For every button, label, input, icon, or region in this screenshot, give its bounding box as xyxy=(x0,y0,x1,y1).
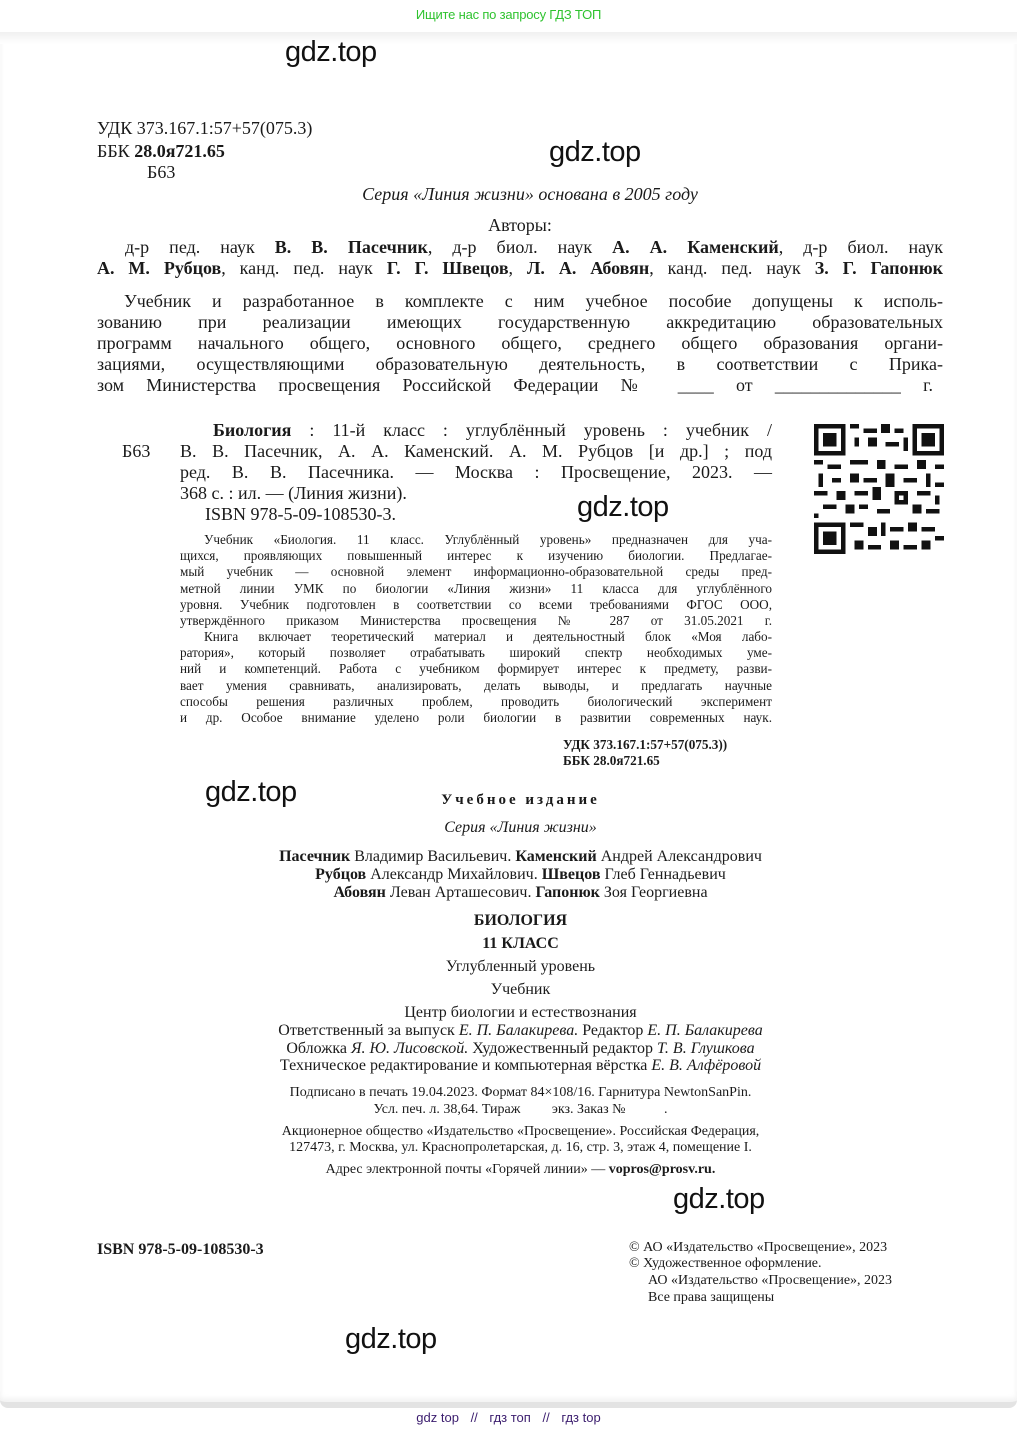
publisher-line-1: Акционерное общество «Издательство «Просвещение». Российская Федерация, xyxy=(281,1124,760,1139)
footer-links xyxy=(0,1410,1017,1425)
email-link[interactable]: vopros@prosv.ru. xyxy=(608,1162,716,1177)
credits-line-1: Ответственный за выпуск Е. П. Балакирева. Редактор Е. П. Балакирева xyxy=(278,1022,763,1039)
watermark: gdz.top xyxy=(345,1323,437,1355)
annotation-paragraph-1: Учебник «Биология. 11 класс. Углублённый уровень» предназначен для уча- щихся, проявляющих повышенный интерес к изучению биологии. Предлагае- мый учебник — основной элемент информационно-образовательной среды пред- метной линии УМК по биологии «Линия жизни» 11 класса для углублённого уровня. Учебник подготовлен в соответствии со всеми требованиями ФГОС ООО, утверждённого приказом Министерства просвещения № 287 от 31.05.2021 г. xyxy=(180,532,772,629)
copyright-2: © Художественное оформление. xyxy=(629,1256,822,1271)
catalog-code: Б63 xyxy=(122,441,151,461)
authors-full-3: Абовян Леван Арташесович. Гапонюк Зоя Георгиевна xyxy=(333,884,708,901)
footer-link-gdz-top-mixed[interactable]: гдз top xyxy=(561,1410,601,1425)
rights-reserved: Все права защищены xyxy=(648,1290,775,1305)
edition-series: Серия «Линия жизни» xyxy=(444,819,597,836)
credits-line-3: Техническое редактирование и компьютерная вёрстка Е. В. Алфёровой xyxy=(279,1057,762,1074)
isbn-bottom: ISBN 978-5-09-108530-3 xyxy=(97,1241,264,1258)
footer-separator: // xyxy=(542,1410,550,1425)
book-kind: Учебник xyxy=(490,981,551,998)
search-promo-link[interactable]: Ищите нас по запросу ГДЗ ТОП xyxy=(415,7,602,22)
top-banner xyxy=(0,0,1017,32)
annotation-udk: УДК 373.167.1:57+57(075.3)) xyxy=(563,737,728,752)
approval-paragraph: Учебник и разработанное в комплекте с ним учебное пособие допущены к исполь- зованию при реализации имеющих государственную аккредитацию образовательных программ начального общего, основного общего, среднего общего образования органи- зациями, осуществляющими образовательную деятельность, в соответствии с Прика- зом Министерства просвещения Российской Федерации № ____ от ______________ г. xyxy=(97,291,943,395)
authors-full-1: Пасечник Владимир Васильевич. Каменский Андрей Александрович xyxy=(279,848,762,865)
copyright-1: © АО «Издательство «Просвещение», 2023 xyxy=(629,1240,888,1255)
footer-separator: // xyxy=(470,1410,478,1425)
catalog-record: Биология : 11-й класс : углублённый уровень : учебник / В. В. Пасечник, А. А. Каменский. А. М. Рубцов [и др.] ; под ред. В. В. Пасечника. — Москва : Просвещение, 2023. — 368 с. : ил. — (Линия жизни). ISBN 978-5-09-108530-3. xyxy=(180,420,772,524)
annotation-paragraph-2: Книга включает теоретический материал и деятельностный блок «Моя лабо- ратория», который позволяет отрабатывать широкий спектр необходимых уме- ний и компетенций. Работа с учебником формирует интерес к предмету, разви- вает умения сравнивать, анализировать, делать выводы, и предлагать научные способы решения различных проблем, проводить биологический эксперимент и др. Особое внимание уделено роли биологии в развитии современных наук. xyxy=(180,629,772,726)
credits-line-2: Обложка Я. Ю. Лисовской. Художественный редактор Т. В. Глушкова xyxy=(286,1040,755,1057)
qr-code-icon[interactable] xyxy=(814,424,944,554)
hotline-email: Адрес электронной почты «Горячей линии» — vopros@prosv.ru. xyxy=(325,1162,716,1177)
authors-line-1: д-р пед. наук В. В. Пасечник, д-р биол. наук А. А. Каменский, д-р биол. наук xyxy=(125,237,943,257)
publishing-center: Центр биологии и естествознания xyxy=(404,1004,637,1021)
watermark: gdz.top xyxy=(285,36,377,68)
book-grade: 11 КЛАСС xyxy=(482,935,559,952)
book-subject: БИОЛОГИЯ xyxy=(473,912,568,929)
print-info-2: Усл. печ. л. 38,64. Тираж экз. Заказ № . xyxy=(373,1102,668,1117)
watermark: gdz.top xyxy=(673,1183,765,1215)
publisher-line-2: 127473, г. Москва, ул. Краснопролетарская, д. 16, стр. 3, этаж 4, помещение I. xyxy=(289,1140,752,1155)
copyright-3: АО «Издательство «Просвещение», 2023 xyxy=(648,1273,893,1288)
annotation-bbk: ББК 28.0я721.65 xyxy=(563,753,660,768)
watermark: gdz.top xyxy=(549,136,641,168)
bbk-code: ББК 28.0я721.65 xyxy=(97,141,225,161)
watermark: gdz.top xyxy=(205,776,297,808)
watermark: gdz.top xyxy=(577,491,669,523)
footer-link-gdz-top-ru[interactable]: гдз топ xyxy=(489,1410,531,1425)
authors-full-2: Рубцов Александр Михайлович. Швецов Глеб Геннадьевич xyxy=(315,866,726,883)
edition-type: Учебное издание xyxy=(441,792,600,808)
book-level: Углубленный уровень xyxy=(445,958,596,975)
series-note: Серия «Линия жизни» основана в 2005 году xyxy=(362,184,698,204)
authors-title: Авторы: xyxy=(488,215,552,235)
udk-code: УДК 373.167.1:57+57(075.3) xyxy=(97,118,313,138)
authors-line-2: А. М. Рубцов, канд. пед. наук Г. Г. Швецов, Л. А. Абовян, канд. пед. наук З. Г. Гапонюк xyxy=(97,258,944,278)
author-code: Б63 xyxy=(147,162,176,182)
print-info-1: Подписано в печать 19.04.2023. Формат 84×108/16. Гарнитура NewtonSanPin. xyxy=(289,1085,752,1100)
footer-link-gdz-top[interactable]: gdz top xyxy=(416,1410,459,1425)
